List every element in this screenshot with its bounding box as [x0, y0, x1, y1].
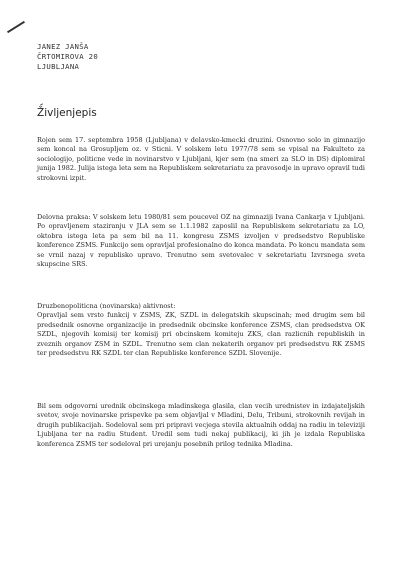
section-heading: Druzbenopoliticna (novinarska) aktivnost:: [37, 302, 176, 310]
sender-address: [37, 42, 98, 72]
document-title: Življenjepis: [37, 107, 97, 119]
paragraph-work-experience: Delovna praksa: V solskem letu 1980/81 sem poucevel OZ na gimnaziji Ivana Cankarja v Ljubljani. Po opravljenem staziranju v JLA sem se 1.1.1982 zaposlil na Republiskem sekretariatu za LO, oktobra istega leta pa sem bil na 11. kongresu ZSMS izvoljen v predsedstvo Republiske konference ZSMS. Funkcijo sem opravljal profesionalno do konca mandata. Po koncu mandata sem se vrnil nazaj v republisko upravo. Trenutno sem svetovalec v sekretariatu Izvrsnega sveta skupscine SRS.: [37, 213, 365, 269]
paragraph-biography: Rojen sem 17. septembra 1958 (Ljubljana) v delavsko-kmecki druzini. Osnovno solo in gimnazijo sem koncal na Grosupljem oz. v Sticni. V solskem letu 1977/78 sem se vpisal na Fakulteto za sociologijo, politicne vede in novinarstvo v Ljubljani, kjer sem (na smeri za SLO in DS) diplomiral junija 1982. Julija istega leta sem na Republiskem sekretariatu za pravosodje in upravo opravil tudi strokovni izpit.: [37, 136, 365, 182]
sender-name: JANEZ JANŠA: [37, 42, 89, 51]
paragraph-journalism: Bil sem odgovorni urednik obcinskega mladinskega glasila, clan vecih urednistev in izdajateljskih svetov, svoje novinarske prispevke pa sem objavljal v Mladini, Delu, Tribuni, strokovnih revijah in drugih publikacijah. Sodeloval sem pri pripravi vecjega stevila aktualnih oddaj na radiu in televiziji Ljubljana ter na radiu Student. Uredil sem tudi nekaj publikacij, ki jih je izdala Republiska konferenca ZSMS ter sodeloval pri urejanju posebnih prilog tednika Mladina.: [37, 402, 365, 448]
section-body: Opravljal sem vrsto funkcij v ZSMS, ZK, SZDL in delegatskih skupscinah; med drugim sem bil predsednik osnovne organizacije in predsednik obcinske konference ZSMS, clan predsedstva OK SZDL, njegovih komisij ter komisij pri obcinskem komiteju ZKS, clan razlicnih republiskih in zveznih organov ZSM in SZDL. Trenutno sem clan nekaterih organov pri predsedstvu RK ZSMS ter predsedstvu RK SZDL ter clan Republiske konference SZDL Slovenije.: [37, 311, 365, 358]
sender-city: LJUBLJANA: [37, 62, 80, 71]
section-political-activity: [37, 302, 365, 358]
pen-mark: [7, 21, 25, 33]
sender-street: ČRTOMIROVA 20: [37, 52, 99, 61]
title-accent-mark: [40, 103, 43, 105]
